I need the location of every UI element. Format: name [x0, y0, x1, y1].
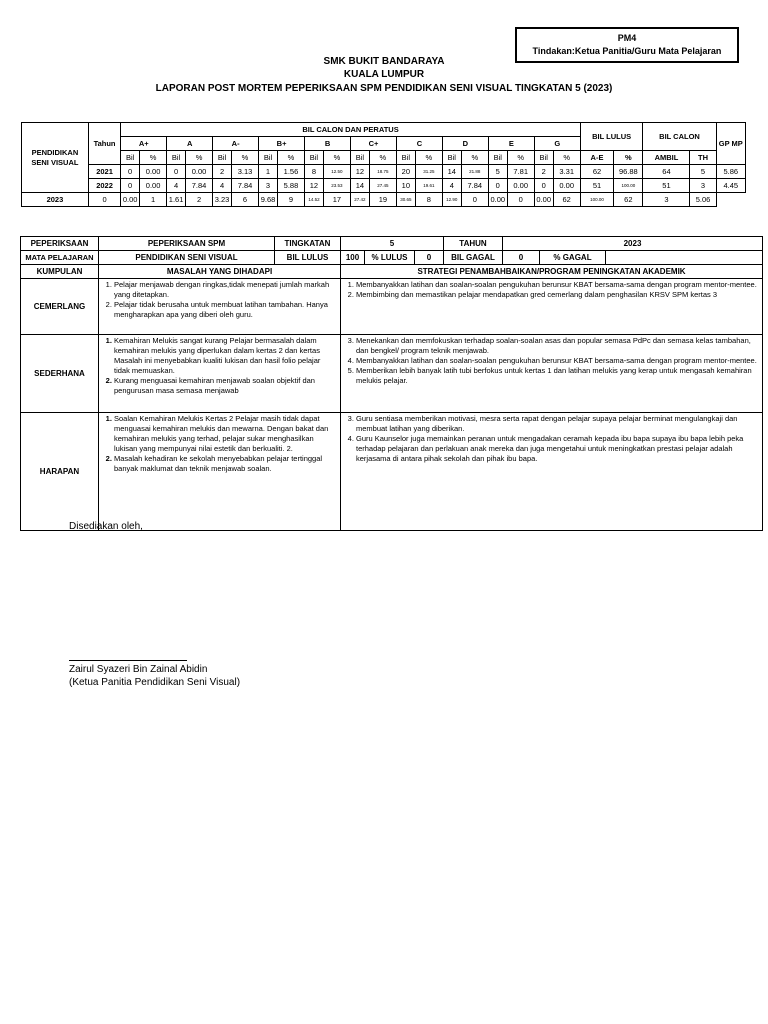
- strategy-list: [344, 414, 759, 464]
- grade-cell: 0: [167, 165, 186, 179]
- grade-cell: 12: [305, 179, 324, 193]
- grade-cell: 0.00: [140, 165, 167, 179]
- problem-list: [102, 280, 337, 320]
- th-cell: 5: [690, 165, 716, 179]
- problem-item: 2. Masalah kehadiran ke sekolah menyebabkan pelajar tertinggal banyak maklumat dan teknik menjawab soalan.: [114, 454, 337, 474]
- grade-cell: 18.75: [369, 165, 396, 179]
- grade-cell: 7.84: [231, 179, 258, 193]
- grade-cell: 23.53: [323, 179, 350, 193]
- bil-subheader: Bil: [488, 151, 507, 165]
- tahun-label: TAHUN: [444, 237, 503, 251]
- strategy-item: 4. Membanyakkan latihan dan soalan-soalan pengukuhan berunsur KBAT bersama-sama dengan program mentor-mentee.: [356, 356, 759, 366]
- problem-item: 1. Pelajar menjawab dengan ringkas,tidak menepati jumlah markah yang ditetapkan.: [114, 280, 337, 300]
- th-cell: 3: [643, 193, 690, 207]
- problem-item: 1. Soalan Kemahiran Melukis Kertas 2 Pelajar masih tidak dapat menguasai kemahiran melukis dan mewarna. Dengan bakat dan kemahiran melukis yang terhad, pelajar sukar menghasilkan lukisan yang mempunyai nilai estetik dan berkualiti. 2.: [114, 414, 337, 454]
- grade-cell: 8: [415, 193, 442, 207]
- results-stats-table: [21, 122, 746, 207]
- school-name: SMK BUKIT BANDARAYA: [323, 56, 445, 67]
- grade-cell: 27.42: [351, 193, 370, 207]
- grade-cell: 12.50: [323, 165, 350, 179]
- grade-cell: 19.61: [415, 179, 442, 193]
- bil-lulus-label: BIL LULUS: [275, 251, 341, 265]
- pct-subheader: %: [369, 151, 396, 165]
- report-title: LAPORAN POST MORTEM PEPERIKSAAN SPM PENDIDIKAN SENI VISUAL TINGKATAN 5 (2023): [155, 83, 613, 94]
- grade-cell: 0: [121, 179, 140, 193]
- grade-cell: 0.00: [553, 179, 580, 193]
- pct-subheader: %: [185, 151, 212, 165]
- problem-item: 1. Kemahiran Melukis sangat kurang Pelajar bermasalah dalam kemahiran melukis yang diperlukan dalam kertas 2 dan kertas Masalah ini menyebabkan kualiti lukisan dan hasil folio pelajar tidak memuaskan.: [114, 336, 337, 376]
- year-row: [22, 193, 746, 207]
- signatory-role: (Ketua Panitia Pendidikan Seni Visual): [69, 677, 241, 688]
- grade-cell: 20: [396, 165, 415, 179]
- grade-cell: 6: [231, 193, 258, 207]
- grade-cell: 1.61: [167, 193, 186, 207]
- bil-subheader: Bil: [442, 151, 461, 165]
- city-name: KUALA LUMPUR: [343, 69, 425, 80]
- grade-header: D: [442, 137, 488, 151]
- ae-pct-subheader: %: [614, 151, 643, 165]
- pct-subheader: %: [140, 151, 167, 165]
- pm-code: PM4: [617, 33, 637, 43]
- gpmp-cell: 4.45: [716, 179, 745, 193]
- bil-gagal-value: 0: [503, 251, 540, 265]
- grade-header: A+: [121, 137, 167, 151]
- pm-action: Tindakan:Ketua Panitia/Guru Mata Pelajaran: [532, 46, 722, 56]
- bil-subheader: Bil: [259, 151, 278, 165]
- bil-lulus-value: 100: [341, 251, 365, 265]
- bil-gagal-label: BIL GAGAL: [444, 251, 503, 265]
- pct-subheader: %: [461, 151, 488, 165]
- prepared-by-label: Disediakan oleh,: [69, 521, 143, 532]
- group-cemerlang: CEMERLANG: [21, 279, 99, 335]
- grade-cell: 14: [351, 179, 370, 193]
- grade-cell: 0: [488, 179, 507, 193]
- peperiksaan-value: PEPERIKSAAN SPM: [99, 237, 275, 251]
- ae-cell: 62: [580, 165, 613, 179]
- grade-cell: 4: [167, 179, 186, 193]
- grade-cell: 0.00: [140, 179, 167, 193]
- bil-subheader: Bil: [213, 151, 232, 165]
- strategy-item: 4. Guru Kaunselor juga memainkan peranan untuk mengadakan ceramah kepada ibu bapa supaya ibu bapa lebih peka terhadap pelajaran dan perlakuan anak mereka dan juga mengetahui untuk meningkatkan prestasi pelajar adalah kerjasama di antara pihak sekolah dan pihak ibu bapa.: [356, 434, 759, 464]
- grade-cell: 0.00: [121, 193, 140, 207]
- peperiksaan-label: PEPERIKSAAN: [21, 237, 99, 251]
- grade-cell: 27.45: [369, 179, 396, 193]
- gpmp-cell: 5.06: [690, 193, 716, 207]
- grade-cell: 0: [534, 179, 553, 193]
- strategy-item: 3. Menekankan dan memfokuskan terhadap soalan-soalan asas dan popular semasa PdPc dan semasa kelas tambahan, dan bengkel/ program teknik menjawab.: [356, 336, 759, 356]
- grade-cell: 3.13: [231, 165, 258, 179]
- mata-pelajaran-label: MATA PELAJARAN: [21, 251, 99, 265]
- grade-cell: 7.84: [461, 179, 488, 193]
- grade-cell: 7.81: [507, 165, 534, 179]
- grade-cell: 3.31: [553, 165, 580, 179]
- signatory: [69, 663, 240, 689]
- grade-cell: 5.88: [277, 179, 304, 193]
- bil-subheader: Bil: [121, 151, 140, 165]
- ae-pct-cell: 100.00: [614, 179, 643, 193]
- strategy-item: 2. Membimbing dan memastikan pelajar mendapatkan gred cemerlang dalam penghasilan KRSV SPM kertas 3: [356, 290, 759, 300]
- grade-header: G: [534, 137, 580, 151]
- grade-cell: 3.23: [213, 193, 232, 207]
- kumpulan-header: KUMPULAN: [21, 265, 99, 279]
- ambil-cell: 64: [643, 165, 690, 179]
- grade-cell: 0.00: [488, 193, 507, 207]
- grade-cell: 0.00: [185, 165, 212, 179]
- grade-cell: 0.00: [534, 193, 553, 207]
- grade-cell: 2: [185, 193, 212, 207]
- year-cell: 2023: [22, 193, 89, 207]
- year-row: [22, 165, 746, 179]
- ae-pct-cell: 96.88: [614, 165, 643, 179]
- ambil-subheader: AMBIL: [643, 151, 690, 165]
- pct-subheader: %: [231, 151, 258, 165]
- grade-cell: 10: [396, 179, 415, 193]
- signatory-name: Zairul Syazeri Bin Zainal Abidin: [69, 664, 208, 675]
- ae-cell: 51: [580, 179, 613, 193]
- strategy-item: 5. Memberikan lebih banyak latih tubi berfokus untuk kertas 1 dan latihan melukis yang kerap untuk mengasah kemahiran melukis pelajar.: [356, 366, 759, 386]
- bil-subheader: Bil: [305, 151, 324, 165]
- grade-cell: 19: [369, 193, 396, 207]
- th-cell: 3: [690, 179, 716, 193]
- grade-cell: 1: [140, 193, 167, 207]
- grade-cell: 9: [277, 193, 304, 207]
- masalah-header: MASALAH YANG DIHADAPI: [99, 265, 341, 279]
- pct-lulus-label: % LULUS: [365, 251, 415, 265]
- grade-cell: 12.90: [442, 193, 461, 207]
- bil-lulus-header: BIL LULUS: [580, 123, 643, 151]
- subject-cell: PENDIDIKAN SENI VISUAL: [22, 123, 89, 193]
- post-mortem-analysis-table: [20, 236, 763, 531]
- mata-pelajaran-value: PENDIDIKAN SENI VISUAL: [99, 251, 275, 265]
- grade-cell: 8: [305, 165, 324, 179]
- pct-subheader: %: [507, 151, 534, 165]
- ae-subheader: A-E: [580, 151, 613, 165]
- pct-lulus-value: 0: [415, 251, 444, 265]
- grade-cell: 0: [507, 193, 534, 207]
- bil-subheader: Bil: [534, 151, 553, 165]
- grade-cell: 30.65: [396, 193, 415, 207]
- grade-cell: 2: [213, 165, 232, 179]
- group-sederhana: SEDERHANA: [21, 335, 99, 413]
- grade-header: E: [488, 137, 534, 151]
- grade-cell: 0: [121, 165, 140, 179]
- grade-cell: 5: [488, 165, 507, 179]
- bil-subheader: Bil: [396, 151, 415, 165]
- grade-cell: 3: [259, 179, 278, 193]
- grade-header: C: [396, 137, 442, 151]
- grade-header: B+: [259, 137, 305, 151]
- grade-cell: 21.88: [461, 165, 488, 179]
- bil-subheader: Bil: [351, 151, 370, 165]
- gpmp-cell: 5.86: [716, 165, 745, 179]
- problem-list: [102, 336, 337, 396]
- grade-cell: 4: [213, 179, 232, 193]
- bil-calon-peratus-header: BIL CALON DAN PERATUS: [121, 123, 581, 137]
- pct-gagal-value: [606, 251, 763, 265]
- grade-cell: 0: [88, 193, 120, 207]
- ambil-cell: 62: [614, 193, 643, 207]
- grade-cell: 14: [442, 165, 461, 179]
- group-harapan: HARAPAN: [21, 413, 99, 531]
- pct-subheader: %: [415, 151, 442, 165]
- strategy-item: 1. Membanyakkan latihan dan soalan-soalan pengukuhan berunsur KBAT bersama-sama dengan program mentor-mentee.: [356, 280, 759, 290]
- grade-cell: 1: [259, 165, 278, 179]
- bil-subheader: Bil: [167, 151, 186, 165]
- pct-subheader: %: [553, 151, 580, 165]
- problem-list: [102, 414, 337, 474]
- grade-header: B: [305, 137, 351, 151]
- ae-cell: 62: [553, 193, 580, 207]
- strategy-item: 3. Guru sentiasa memberikan motivasi, mesra serta rapat dengan pelajar supaya pelajar berminat mengulangkaji dan membuat latihan yang diberikan.: [356, 414, 759, 434]
- grade-cell: 14.52: [305, 193, 324, 207]
- tahun-value: 2023: [503, 237, 763, 251]
- grade-cell: 2: [534, 165, 553, 179]
- problem-item: 2. Kurang menguasai kemahiran menjawab soalan objektif dan pengurusan masa semasa menjawab: [114, 376, 337, 396]
- grade-header: A: [167, 137, 213, 151]
- grade-cell: 0: [461, 193, 488, 207]
- pct-gagal-label: % GAGAL: [540, 251, 606, 265]
- grade-header: A-: [213, 137, 259, 151]
- grade-cell: 31.25: [415, 165, 442, 179]
- grade-cell: 0.00: [507, 179, 534, 193]
- grade-cell: 9.68: [259, 193, 278, 207]
- tingkatan-value: 5: [341, 237, 444, 251]
- bil-calon-header: BIL CALON: [643, 123, 716, 151]
- year-cell: 2021: [88, 165, 120, 179]
- grade-cell: 12: [351, 165, 370, 179]
- ambil-cell: 51: [643, 179, 690, 193]
- year-cell: 2022: [88, 179, 120, 193]
- grade-cell: 1.56: [277, 165, 304, 179]
- grade-cell: 7.84: [185, 179, 212, 193]
- problem-item: 2. Pelajar tidak berusaha untuk membuat latihan tambahan. Hanya mengharapkan apa yang diberi oleh guru.: [114, 300, 337, 320]
- strategy-list: [344, 280, 759, 300]
- tingkatan-label: TINGKATAN: [275, 237, 341, 251]
- strategy-list: [344, 336, 759, 386]
- th-subheader: TH: [690, 151, 716, 165]
- grade-header: C+: [351, 137, 397, 151]
- pct-subheader: %: [277, 151, 304, 165]
- pct-subheader: %: [323, 151, 350, 165]
- grade-cell: 4: [442, 179, 461, 193]
- year-row: [22, 179, 746, 193]
- grade-cell: 17: [323, 193, 350, 207]
- strategi-header: STRATEGI PENAMBAHBAIKAN/PROGRAM PENINGKATAN AKADEMIK: [341, 265, 763, 279]
- signature-line: [69, 660, 187, 661]
- gpmp-header: GP MP: [716, 123, 745, 165]
- tahun-header: Tahun: [88, 123, 120, 165]
- ae-pct-cell: 100.00: [580, 193, 613, 207]
